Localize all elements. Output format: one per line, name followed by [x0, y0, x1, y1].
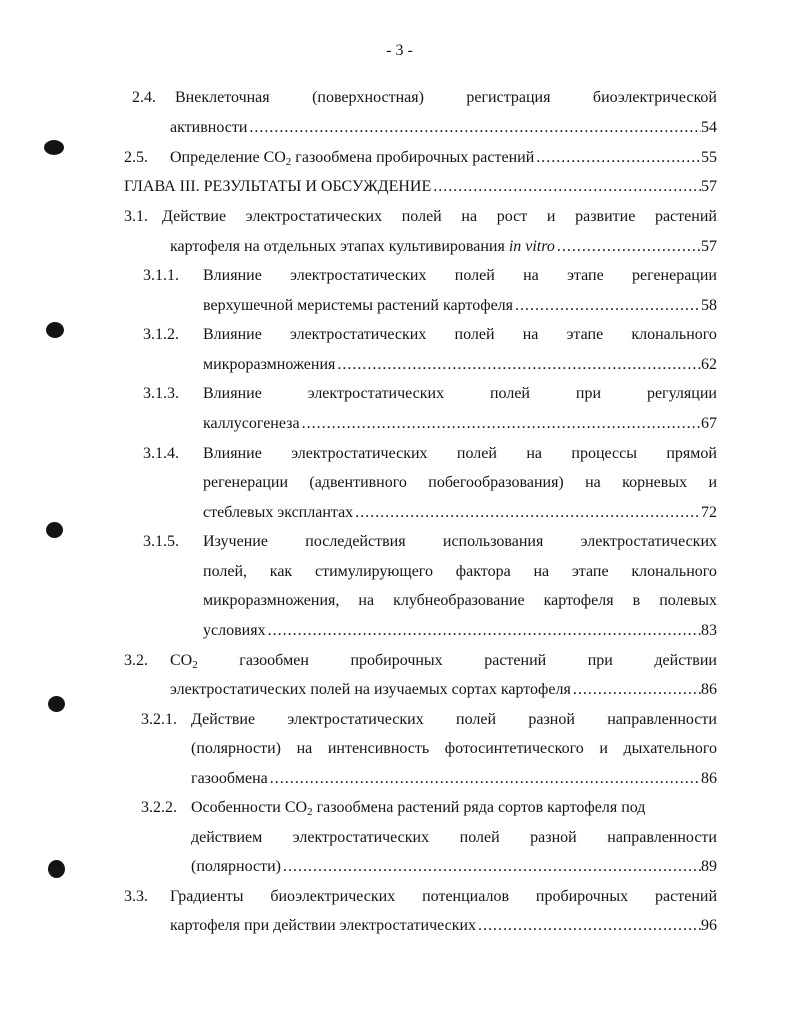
- dot-leader: [281, 857, 701, 877]
- entry-title: стеблевых эксплантах: [203, 504, 354, 521]
- entry-title-line: Градиенты биоэлектрических потенциалов пробирочных растений: [170, 888, 717, 905]
- dot-leader: [534, 148, 701, 168]
- entry-number: 3.1.1.: [143, 267, 179, 284]
- entry-title-line: микроразмножения, на клубнеобразование картофеля в полевых: [203, 592, 717, 609]
- entry-title-line: Особенности $CO_2$ газообмена растений ряда сортов картофеля под: [191, 799, 646, 818]
- page-ref: 55: [701, 149, 717, 166]
- entry-leader-line: [170, 118, 717, 138]
- entry-title: активности: [170, 119, 248, 136]
- entry-leader-line: [203, 414, 717, 434]
- entry-title-line: Изучение последействия использования электростатических: [203, 533, 717, 550]
- entry-number: 2.4.: [132, 89, 156, 106]
- entry-leader-line: [203, 503, 717, 523]
- dot-leader: [247, 118, 701, 138]
- dot-leader: [555, 237, 701, 257]
- entry-title: Определение $CO_2$ газообмена пробирочных растений: [170, 149, 535, 168]
- scan-blot: [48, 696, 65, 712]
- entry-number: 3.3.: [124, 888, 148, 905]
- entry-title: картофеля при действии электростатических: [170, 917, 477, 934]
- entry-number: 3.1.2.: [143, 326, 179, 343]
- entry-title-line: Действие электростатических полей разной направленности: [191, 711, 717, 728]
- entry-title-line: действием электростатических полей разной направленности: [191, 829, 717, 846]
- word: Внеклеточная: [175, 89, 270, 106]
- entry-title-line: Действие электростатических полей на рост и развитие растений: [162, 208, 717, 225]
- page-ref: 67: [701, 415, 717, 432]
- entry-number: 3.1.4.: [143, 445, 179, 462]
- word: биоэлектрической: [592, 89, 717, 106]
- entry-title-line: [175, 88, 717, 108]
- entry-title: газообмена: [191, 770, 268, 787]
- page-number: - 3 -: [386, 42, 413, 59]
- entry-leader-line: [124, 177, 717, 197]
- entry-title: (полярности): [191, 858, 281, 875]
- entry-number: 3.1.: [124, 208, 148, 225]
- dot-leader: [300, 414, 701, 434]
- page-ref: 57: [701, 178, 717, 195]
- entry-leader-line: [170, 680, 717, 700]
- entry-title: каллусогенеза: [203, 415, 300, 432]
- page-ref: 62: [701, 356, 717, 373]
- page-ref: 58: [701, 297, 717, 314]
- page-ref: 86: [701, 770, 717, 787]
- entry-leader-line: [191, 769, 717, 789]
- entry-title: условиях: [203, 622, 266, 639]
- word: (поверхностная): [312, 89, 424, 106]
- dot-leader: [431, 177, 701, 197]
- entry-number: 3.2.: [124, 652, 148, 669]
- entry-title-line: регенерации (адвентивного побегообразования) на корневых и: [203, 474, 717, 491]
- entry-leader-line: [203, 355, 717, 375]
- entry-number: 3.2.1.: [141, 711, 177, 728]
- dot-leader: [335, 355, 701, 375]
- entry-title-line: Влияние электростатических полей на этапе клонального: [203, 326, 717, 343]
- entry-leader-line: [203, 621, 717, 641]
- dot-leader: [513, 296, 701, 316]
- scan-blot: [44, 140, 64, 155]
- scan-blot: [48, 860, 65, 878]
- entry-number: 3.2.2.: [141, 799, 177, 816]
- entry-title: микроразмножения: [203, 356, 336, 373]
- entry-title: верхушечной меристемы растений картофеля: [203, 297, 514, 314]
- entry-number: 2.5.: [124, 149, 148, 166]
- dot-leader: [266, 621, 701, 641]
- page-ref: 96: [701, 917, 717, 934]
- page-ref: 86: [701, 681, 717, 698]
- entry-title-line: Влияние электростатических полей при регуляции: [203, 385, 717, 402]
- entry-leader-line: [170, 148, 717, 168]
- dot-leader: [353, 503, 701, 523]
- entry-leader-line: [203, 296, 717, 316]
- entry-title-line: (полярности) на интенсивность фотосинтетического и дыхательного: [191, 740, 717, 757]
- dot-leader: [268, 769, 701, 789]
- entry-title-line: полей, как стимулирующего фактора на этапе клонального: [203, 563, 717, 580]
- page-ref: 89: [701, 858, 717, 875]
- word: регистрация: [466, 89, 551, 106]
- scan-blot: [46, 322, 64, 338]
- entry-title: электростатических полей на изучаемых сортах картофеля: [170, 681, 571, 698]
- entry-number: 3.1.5.: [143, 533, 179, 550]
- entry-title: картофеля на отдельных этапах культивирования in vitro: [170, 238, 555, 255]
- entry-leader-line: [170, 916, 717, 936]
- page-ref: 57: [701, 238, 717, 255]
- entry-leader-line: [191, 857, 717, 877]
- entry-leader-line: [170, 237, 717, 257]
- entry-title-line: Влияние электростатических полей на этапе регенерации: [203, 267, 717, 284]
- entry-title-line: Влияние электростатических полей на процессы прямой: [203, 445, 717, 462]
- dot-leader: [476, 916, 701, 936]
- entry-title-line: $CO_2$ газообмен пробирочных растений при действии: [170, 652, 717, 671]
- dot-leader: [571, 680, 701, 700]
- page-ref: 83: [701, 622, 717, 639]
- scan-blot: [46, 522, 63, 538]
- chapter-title: ГЛАВА III. РЕЗУЛЬТАТЫ И ОБСУЖДЕНИЕ: [124, 178, 432, 195]
- page-ref: 54: [701, 119, 717, 136]
- page-ref: 72: [701, 504, 717, 521]
- entry-number: 3.1.3.: [143, 385, 179, 402]
